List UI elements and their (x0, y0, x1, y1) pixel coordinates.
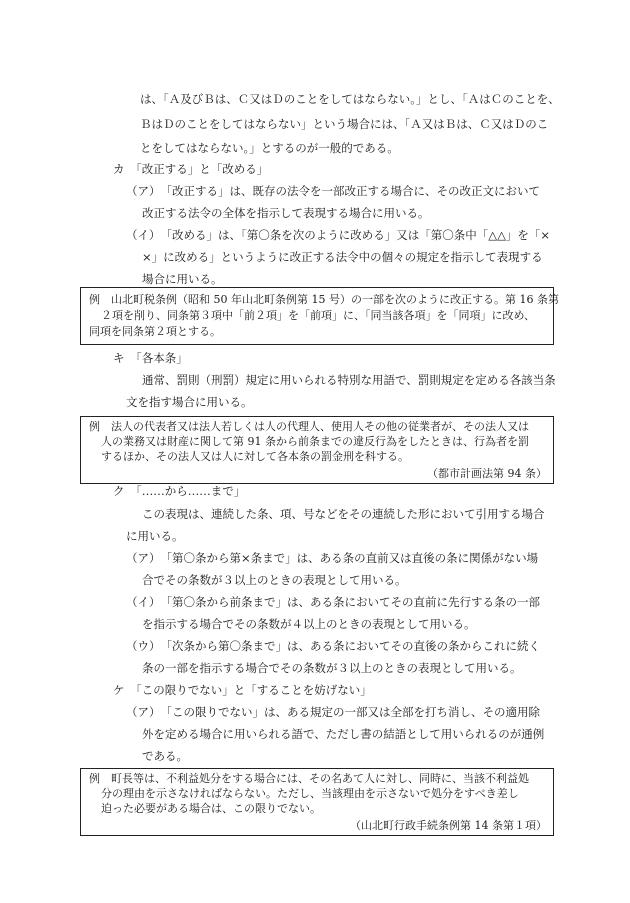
section-ku-a-line-1: （ア） 「第〇条から第×条まで」は、ある条の直前又は直後の条に関係がない場 (126, 551, 539, 565)
example-box-tax-ordinance (80, 287, 559, 345)
example-box-line: 迫った必要がある場合は、この限りでない。 (101, 802, 321, 815)
example-box-line: 例 山北町税条例（昭和 50 年山北町条例第 15 号）の一部を次のように改正する。第 16 条第 (89, 293, 559, 306)
intro-line-1: は、「Ａ及びＢは、Ｃ又はＤのことをしてはならない。」とし、「ＡはＣのことを、 (140, 92, 560, 106)
section-ke-a-line-1: （ア） 「この限りでない」は、ある規定の一部又は全部を打ち消し、その適用除 (126, 705, 540, 719)
intro-line-3: とをしてはならない。」とするのが一般的である。 (140, 141, 399, 155)
section-ki-line-1: 通常、罰則（刑罰）規定に用いられる特別な用語で、罰則規定を定める各該当条 (142, 373, 556, 387)
example-box-line: 同項を同条第２項とする。 (89, 325, 221, 338)
example-box-line: 分の理由を示さなければならない。ただし、当該理由を示さないで処分をすべき差し (101, 787, 519, 800)
example-box-city-planning (80, 416, 554, 484)
section-ku-b-line-1: （イ） 「第〇条から前条まで」は、ある条においてその直前に先行する条の一部 (126, 595, 540, 609)
intro-line-2: ＢはＤのことをしてはならない」という場合には、「Ａ又はＢは、Ｃ又はＤのこ (140, 117, 549, 131)
section-ke-a-line-2: 外を定める場合に用いられる語で、ただし書の結語として用いられるのが通例 (142, 727, 545, 741)
section-ke-a-line-3: である。 (142, 749, 188, 763)
section-ka-b-line-3: 場合に用いる。 (142, 272, 223, 286)
section-ku-line-1: この表現は、連続した条、項、号などをその連続した形において引用する場合 (142, 507, 545, 521)
example-box-line: 例 町長等は、不利益処分をする場合には、その名あて人に対し、同時に、当該不利益処 (89, 772, 529, 785)
section-ka-b-line-2: ×」に改める」というように改正する法令中の個々の規定を指示して表現する (142, 250, 543, 264)
section-ku-heading: ク 「……から……まで」 (113, 484, 246, 498)
section-ki-line-2: 文を指す場合に用いる。 (126, 395, 253, 409)
citation: （山北町行政手続条例第 14 条第１項） (350, 819, 547, 832)
section-ku-line-2: に用いる。 (126, 529, 184, 543)
section-ka-b-line-1: （イ） 「改める」は、「第〇条を次のように改める」又は「第〇条中「△△」を「× (126, 228, 551, 242)
section-ku-a-line-2: 合でその条数が３以上のときの表現として用いる。 (142, 573, 407, 587)
citation: （都市計画法第 94 条） (427, 467, 547, 480)
example-box-line: するほか、その法人又は人に対して各本条の罰金刑を科する。 (101, 450, 409, 463)
section-ku-b-line-2: を指示する場合でその条数が４以上のときの表現として用いる。 (142, 617, 476, 631)
section-ka-a-line-1: （ア） 「改正する」は、既存の法令を一部改正する場合に、その改正文において (126, 184, 540, 198)
section-ka-a-line-2: 改正する法令の全体を指示して表現する場合に用いる。 (142, 206, 430, 220)
example-box-line: ２項を削り、同条第３項中「前２項」を「前項」に、「同当該各項」を「同項」に改め、 (101, 309, 536, 322)
section-ke-heading: ケ 「この限りでない」と「することを妨げない」 (113, 683, 372, 697)
example-box-line: 人の業務又は財産に関して第 91 条から前条までの違反行為をしたときは、行為者を罰 (101, 435, 529, 448)
example-box-administrative-procedure (80, 768, 554, 836)
example-box-line: 例 法人の代表者又は法人若しくは人の代理人、使用人その他の従業者が、その法人又は (89, 420, 529, 433)
section-ku-c-line-1: （ウ） 「次条から第〇条まで」は、ある条においてその直後の条からこれに続く (126, 639, 540, 653)
section-ki-heading: キ 「各本条」 (113, 351, 188, 365)
section-ku-c-line-2: 条の一部を指示する場合でその条数が３以上のときの表現として用いる。 (142, 661, 522, 675)
section-ka-heading: カ 「改正する」と「改める」 (113, 162, 269, 176)
